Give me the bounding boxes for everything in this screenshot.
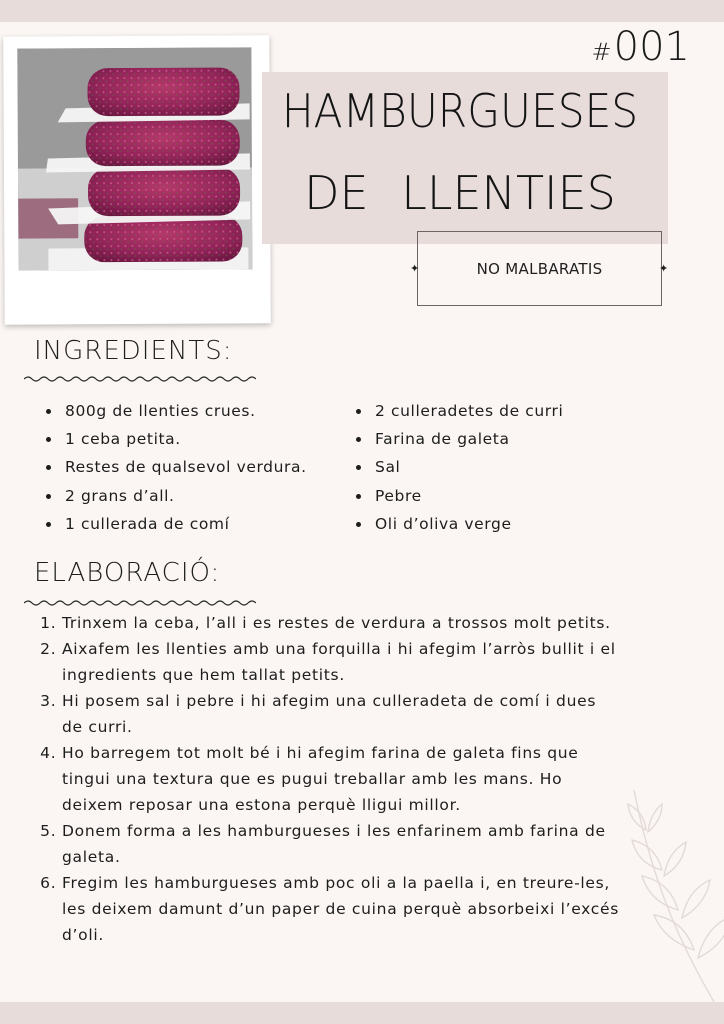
ingredient-item: • Pebre (372, 482, 563, 510)
ingredient-item: • 2 culleradetes de curri (372, 397, 563, 425)
ingredient-item: • 2 grans d’all. (62, 482, 307, 510)
sparkle-left-icon: ✦ (410, 262, 420, 275)
leaf-branch-icon (574, 780, 724, 1002)
step-item: 3. Hi posem sal i pebre i hi afegim una culleradeta de comí i dues de curri. (62, 688, 622, 740)
step-item: 1. Trinxem la ceba, l’all i es restes de verdura a trossos molt petits. (62, 610, 622, 636)
ingredients-list-right (354, 397, 563, 538)
elaboracio-wave-divider (24, 598, 256, 608)
step-item: 4. Ho barregem tot molt bé i hi afegim farina de galeta fins que tingui una textura que es pugui treballar amb les mans. Ho deixem reposar una estona perquè lligui millor. (62, 740, 622, 818)
step-item: 6. Fregim les hamburgueses amb poc oli a la paella i, en treure-les, les deixem damunt d’un paper de cuina perquè absorbeixi l’excés d’oli. (62, 870, 622, 948)
title-line-2: DE LLENTIES (304, 166, 616, 220)
burger-stack-illustration (17, 47, 252, 270)
step-item: 5. Donem forma a les hamburgueses i les enfarinem amb farina de galeta. (62, 818, 622, 870)
bottom-band (0, 1002, 724, 1024)
polaroid-frame (3, 35, 271, 324)
ingredient-item: • 1 ceba petita. (62, 425, 307, 453)
badge-label: NO MALBARATIS (476, 259, 603, 278)
sparkle-right-icon: ✦ (659, 262, 669, 275)
title-line-1: HAMBURGUESES (281, 84, 639, 138)
top-band (0, 0, 724, 22)
elaboracio-steps (34, 610, 622, 948)
no-malbaratis-badge (417, 231, 662, 306)
ingredient-item: • Sal (372, 453, 563, 481)
ingredient-item: • 800g de llenties crues. (62, 397, 307, 425)
ingredient-item: • Oli d’oliva verge (372, 510, 563, 538)
ingredient-item: • Restes de qualsevol verdura. (62, 453, 307, 481)
step-item: 2. Aixafem les llenties amb una forquilla i hi afegim l’arròs bullit i el ingredients que hem tallat petits. (62, 636, 622, 688)
ingredients-list-left (44, 397, 307, 538)
burger-stack-photo (17, 47, 252, 270)
elaboracio-heading: ELABORACIÓ: (34, 558, 221, 588)
recipe-number (592, 24, 690, 70)
ingredient-item: • Farina de galeta (372, 425, 563, 453)
ingredients-heading: INGREDIENTS: (34, 336, 233, 366)
recipe-number-value: 001 (613, 24, 690, 70)
ingredients-wave-divider (24, 374, 256, 384)
recipe-number-prefix: # (591, 38, 612, 66)
ingredient-item: • 1 cullerada de comí (62, 510, 307, 538)
